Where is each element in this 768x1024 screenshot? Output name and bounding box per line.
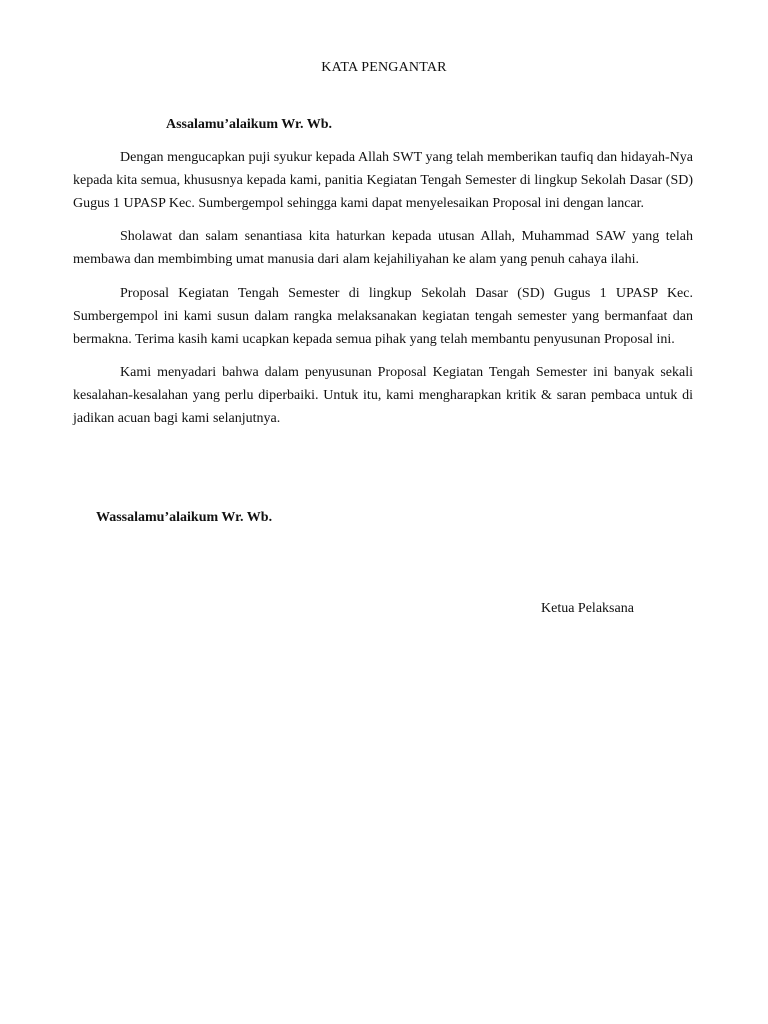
paragraph: Kami menyadari bahwa dalam penyusunan Proposal Kegiatan Tengah Semester ini banyak sekali kesalahan-kesalahan yang perlu diperbaiki. Untuk itu, kami mengharapkan kritik & saran pembaca untuk di jadikan acuan bagi kami selanjutnya. [73,365,693,426]
signature-title: Ketua Pelaksana [541,601,634,616]
paragraph: Dengan mengucapkan puji syukur kepada Allah SWT yang telah memberikan taufiq dan hidayah-Nya kepada kita semua, khususnya kepada kami, panitia Kegiatan Tengah Semester di lingkup Sekolah Dasar (SD) Gugus 1 UPASP Kec. Sumbergempol sehingga kami dapat menyelesaikan Proposal ini dengan lancar. [73,150,693,211]
greeting-text: Assalamu’alaikum Wr. Wb. [166,117,332,132]
page-title: KATA PENGANTAR [321,60,447,75]
body-text [73,147,693,442]
closing-text: Wassalamu’alaikum Wr. Wb. [96,510,273,525]
paragraph: Proposal Kegiatan Tengah Semester di lingkup Sekolah Dasar (SD) Gugus 1 UPASP Kec. Sumbergempol ini kami susun dalam rangka melaksanakan kegiatan tengah semester yang bermanfaat dan bermakna. Terima kasih kami ucapkan kepada semua pihak yang telah membantu penyusunan Proposal ini. [73,285,693,347]
paragraph: Sholawat dan salam senantiasa kita haturkan kepada utusan Allah, Muhammad SAW yang telah membawa dan membimbing umat manusia dari alam kejahiliyahan ke alam yang penuh cahaya ilahi. [73,229,693,268]
